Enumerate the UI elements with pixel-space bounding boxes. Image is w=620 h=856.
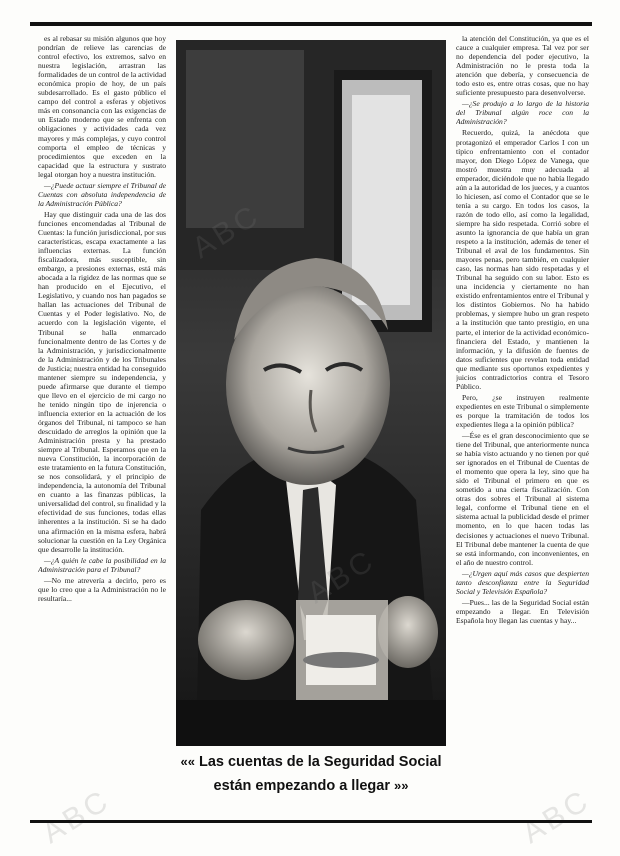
- left-question-2: —¿A quién le cabe la posibilidad en la Administración para el Tribunal?: [38, 555, 166, 574]
- left-paragraph-1: es al rebasar su misión algunos que hoy pondrían de relieve las carencias de control efectivo, los extremos, salvo en nuestra legislación, arrastran las formalidades de un control de la actividad económica propio de hoy, de un país subdesarrollado. Es el gasto público el campo del control a esferas y objetivos más en consonancia con las exigencias de un Estado moderno que se enfrenta con obligaciones y actividades cada vez mayores y más complejas, y cuyo control comporta el empleo de técnicas y procedimientos que exceden en la capacidad que la estructura y sustrato legal otorgan hoy a nuestra institución.: [38, 34, 166, 179]
- right-question-1: —¿Se produjo a lo largo de la historia del Tribunal algún roce con la Administración?: [456, 99, 589, 127]
- left-paragraph-2: Hay que distinguir cada una de las dos funciones encomendadas al Tribunal de Cuentas: la función jurisdiccional, por sus características, escapa exactamente a las influencias externas. La función fiscalizadora, más susceptible, sin embargo, a presiones externas, está más abocada a la rigidez de las normas que se han producido en el Ejecutivo, el Legislativo, y cuando nos han pagados se hallan las actuaciones del Tribunal de Cuentas y el Poder legislativo. No, de acuerdo con la legislación vigente, el Tribunal se halla enmarcado funcionalmente dentro de las Cortes y de la Administración, y jurisdiccionalmente de la Administración y de los Tribunales de Justicia; nuestra entidad ha conseguido mantener siempre su independencia, y puede afirmarse que durante el tiempo que llevo en el ejercicio de mi cargo no he tenido ningún tipo de injerencia o influencia exterior en la actuación de los órganos del Tribunal, ni tampoco se han descuidado de arreglos la opinión que la Administración presta y ha prestado siempre al Tribunal. Esperamos que en la nueva Constitución, la incorporación de este tratamiento en la futura Constitución, se nos consolidará, y el principio de independencia, la autonomía del Tribunal en cuanto a las finanzas públicas, la universalidad del control, su finalidad y la efectividad de sus funciones, todas ellas inherentes a la institución. Si se ha dado una afirmación en la misma esfera, habrá solucionar la cuestión en la Ley Orgánica que desarrolle la institución.: [38, 209, 166, 554]
- close-quote-mark: »»: [394, 778, 409, 793]
- portrait-illustration: [176, 40, 446, 746]
- right-question-2: —¿Urgen aquí más casos que despierten tanto desconfianza entre la Seguridad Social y Televisión Española?: [456, 568, 589, 596]
- open-quote-mark: ««: [180, 754, 195, 769]
- pull-quote-caption: [176, 750, 446, 798]
- right-paragraph-2: Recuerdo, quizá, la anécdota que protagonizó el emperador Carlos I con un típico enfrentamiento con el contador mayor, don Diego López de Vanega, que mostró muestra muy adecuada al emperador, diciéndole que no había llegado aún a la autoridad de los jueces, y a cuantos lo hiciesen, así como el Contador que se le tenía a su cargo. En todos los casos, la razón de todo ello, así como la legalidad, siempre ha sido respetada. Corrió sobre el asunto la ignorancia de que había un gran respeto a la institución, además de tener el Tribunal el aval de los fundamentos. Sin mayores penas, pero también, en cualquier caso, las normas han sido respetadas y el Tribunal ha seguido con su labor. Esto es una incidencia y ciertamente no han existido enfrentamientos entre el Tribunal y los distintos Gobiernos. No ha habido problemas, y siempre hubo un gran respeto a la institución que tanto prestigio, en una parte, el interior de la actividad económico-financiera del Estado, y mantienen la información, y la difusión de fuentes de datos suficientes que revelan toda entidad que mediante sus oportunos expedientes y juicios contradictorios contra el Tesoro Público.: [456, 128, 589, 391]
- pull-quote-text: Las cuentas de la Seguridad Social están empezando a llegar: [198, 754, 442, 794]
- right-paragraph-4: —Ése es el gran desconocimiento que se tiene del Tribunal, que anteriormente nunca se había visto actuando y no tienen por qué ser ignorados en el Tribunal de Cuentas de el momento que opera la ley, sino que ha sido el Tribunal el primero en que es sometido a una cierta fiscalización. Con otras dos sobres el Tribunal al sistema legal, conforme el Tribunal tiene en el sistema actual la publicidad desde el primer momento, en lo que hacen todas las decisiones y actuaciones el nuevo Tribunal. El Tribunal debe mantener la cuenta de que se está informando, con inconvenientes, en el año de nuestro control.: [456, 431, 589, 567]
- right-paragraph-1: la atención del Constitución, ya que es el cauce a cualquier empresa. Tal vez por ser no dependencia del poder ejecutivo, la Administración no le presta toda la atención que debería, y consecuencia de todo esto es, entre otras cosas, que no hay suficiente presupuesto para desenvolverse.: [456, 34, 589, 98]
- left-paragraph-3: —No me atrevería a decirlo, pero es que lo creo que a la Administración no le resultaría...: [38, 575, 166, 603]
- right-paragraph-5: —Pues... las de la Seguridad Social están empezando a llegar. En Televisión Española hoy llegan las cuentas y hay...: [456, 597, 589, 625]
- abc-watermark-3: ABC: [36, 783, 117, 851]
- left-question-1: —¿Puede actuar siempre el Tribunal de Cuentas con absoluta independencia de la Administración Pública?: [38, 180, 166, 208]
- right-text-column: [456, 34, 589, 818]
- abc-watermark-4: ABC: [516, 783, 597, 851]
- left-text-column: [38, 34, 166, 818]
- right-paragraph-3: Pero, ¿se instruyen realmente expedientes en este Tribunal o simplemente es porque la tramitación de todos los expedientes llega a la opinión pública?: [456, 392, 589, 429]
- top-rule: [30, 22, 592, 26]
- bottom-rule: [30, 820, 592, 823]
- portrait-photo: [176, 40, 446, 746]
